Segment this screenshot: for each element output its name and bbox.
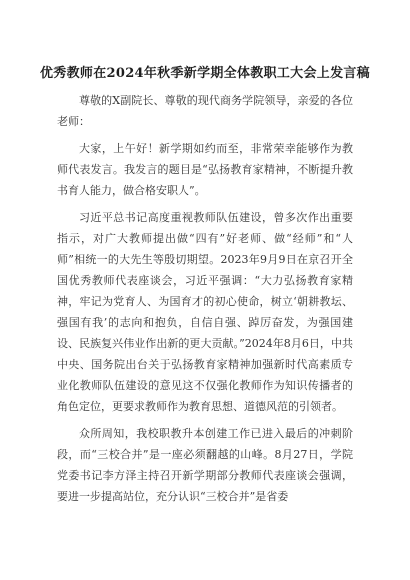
school-merger-paragraph: 众所周知，我校职教升本创建工作已进入最后的冲刺阶段，而“三校合并”是一座必须翻越的山峰。8月27日，学院党委书记李方泽主持召开新学期部分教师代表座谈会强调，要进一步提高站位，充分认识“三校合并”是省委 [57, 427, 353, 503]
opening-paragraph: 大家，上午好！新学期如约而至，非常荣幸能够作为教师代表发言。我发言的题目是“弘扬教育家精神，不断提升教书育人能力，做合格安职人”。 [57, 142, 353, 197]
policy-paragraph: 习近平总书记高度重视教师队伍建设，曾多次作出重要指示，对广大教师提出做“四有”好老师、做“经师”和“人师”相统一的大先生等殷切期望。2023年9月9日在京召开全国优秀教师代表座谈会，习近平强调：“大力弘扬教育家精神，牢记为党育人、为国育才的初心使命，树立‘朝耕教坛、强国有我’的志向和抱负，自信自强、踔厉奋发，为强国建设、民族复兴伟业作出新的更大贡献。”2024年8月6日，中共中央、国务院出台关于弘扬教育家精神加强新时代高素质专业化教师队伍建设的意见这不仅强化教师作为知识传播者的角色定位，更要求教师作为教育思想、道德风范的引领者。 [57, 211, 353, 413]
salutation-paragraph: 尊敬的X副院长、尊敬的现代商务学院领导，亲爱的各位老师： [57, 94, 353, 128]
document-body [57, 90, 353, 513]
document-title: 优秀教师在2024年秋季新学期全体教职工大会上发言稿 [40, 66, 370, 81]
